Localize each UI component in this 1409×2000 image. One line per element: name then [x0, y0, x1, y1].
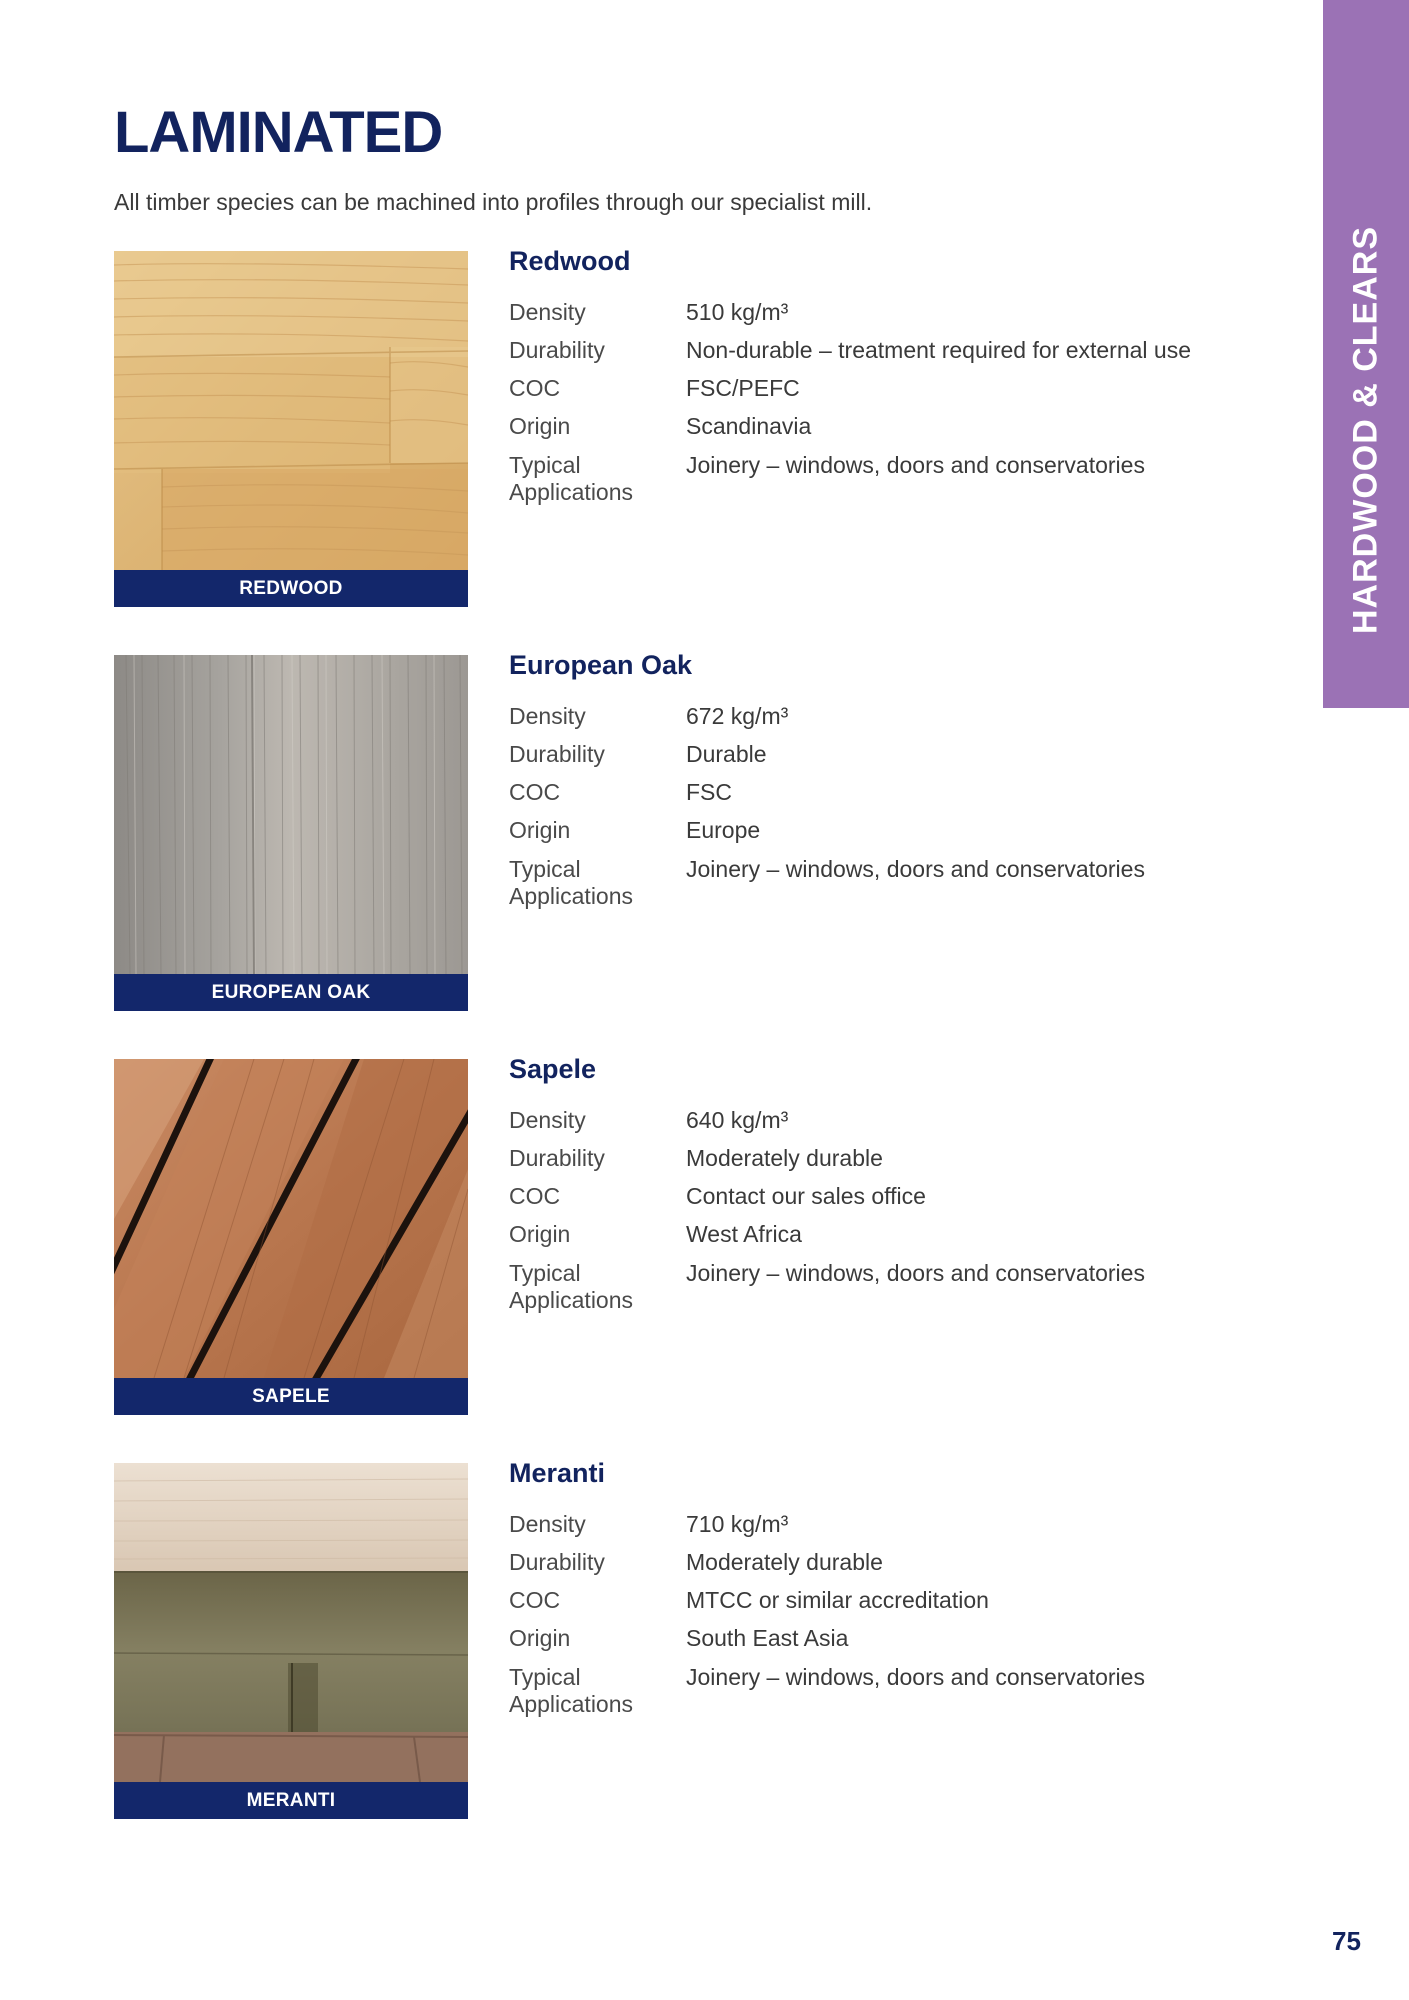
- spec-label: Density: [509, 299, 586, 325]
- spec-value: Scandinavia: [686, 413, 812, 439]
- meranti-photo: [114, 1463, 468, 1782]
- section-tab-label: HARDWOOD & CLEARS: [1346, 226, 1385, 634]
- page-title: LAMINATED: [114, 100, 443, 165]
- spec-label: COC: [509, 1587, 561, 1613]
- product-name: European Oak: [509, 650, 693, 680]
- meranti-texture: [114, 1463, 468, 1782]
- spec-value: Joinery – windows, doors and conservatories: [686, 1260, 1145, 1286]
- section-tab: [1323, 0, 1409, 708]
- spec-label: Durability: [509, 337, 605, 363]
- product-photo-frame: [114, 1059, 468, 1415]
- spec-label: Typical Applications: [509, 1664, 634, 1717]
- spec-label: Origin: [509, 1221, 571, 1247]
- product-photo-frame: [114, 655, 468, 1011]
- spec-value: West Africa: [686, 1221, 802, 1247]
- product-name: Redwood: [509, 246, 631, 276]
- sapele-texture: [114, 1059, 468, 1378]
- european-oak-texture: [114, 655, 468, 974]
- spec-value: South East Asia: [686, 1625, 849, 1651]
- spec-value: Joinery – windows, doors and conservatories: [686, 452, 1145, 478]
- spec-label: Durability: [509, 741, 605, 767]
- product-redwood: [114, 246, 1214, 607]
- photo-label: MERANTI: [114, 1782, 468, 1819]
- spec-value: Durable: [686, 741, 767, 767]
- photo-label: EUROPEAN OAK: [114, 974, 468, 1011]
- spec-value: Moderately durable: [686, 1549, 883, 1575]
- spec-value: Europe: [686, 817, 761, 843]
- product-photo-frame: [114, 251, 468, 607]
- sapele-photo: [114, 1059, 468, 1378]
- spec-value: Contact our sales office: [686, 1183, 926, 1209]
- page-subtitle: All timber species can be machined into profiles through our specialist mill.: [114, 189, 873, 215]
- spec-label: Typical Applications: [509, 856, 634, 909]
- spec-label: Density: [509, 1511, 586, 1537]
- spec-value: Joinery – windows, doors and conservatories: [686, 856, 1145, 882]
- spec-label: COC: [509, 1183, 561, 1209]
- spec-value: Joinery – windows, doors and conservatories: [686, 1664, 1145, 1690]
- redwood-texture: [114, 251, 468, 570]
- redwood-photo: [114, 251, 468, 570]
- spec-value: Non-durable – treatment required for external use: [686, 337, 1192, 363]
- product-european-oak: [114, 650, 1214, 1011]
- photo-label: SAPELE: [114, 1378, 468, 1415]
- spec-value: 510 kg/m³: [686, 299, 789, 325]
- spec-value: 710 kg/m³: [686, 1511, 789, 1537]
- product-name: Sapele: [509, 1054, 597, 1084]
- spec-label: COC: [509, 779, 561, 805]
- spec-value: 672 kg/m³: [686, 703, 789, 729]
- spec-label: Durability: [509, 1549, 605, 1575]
- product-photo-frame: [114, 1463, 468, 1819]
- spec-label: Origin: [509, 817, 571, 843]
- spec-label: Durability: [509, 1145, 605, 1171]
- page-number: 75: [1332, 1926, 1361, 1956]
- product-name: Meranti: [509, 1458, 606, 1488]
- spec-label: COC: [509, 375, 561, 401]
- european-oak-photo: [114, 655, 468, 974]
- spec-label: Density: [509, 1107, 586, 1133]
- spec-value: Moderately durable: [686, 1145, 883, 1171]
- spec-value: 640 kg/m³: [686, 1107, 789, 1133]
- product-sapele: [114, 1054, 1214, 1415]
- spec-label: Origin: [509, 413, 571, 439]
- spec-value: FSC/PEFC: [686, 375, 800, 401]
- spec-label: Typical Applications: [509, 1260, 634, 1313]
- spec-label: Typical Applications: [509, 452, 634, 505]
- spec-value: MTCC or similar accreditation: [686, 1587, 989, 1613]
- spec-label: Density: [509, 703, 586, 729]
- spec-label: Origin: [509, 1625, 571, 1651]
- photo-label: REDWOOD: [114, 570, 468, 607]
- product-meranti: [114, 1458, 1214, 1819]
- spec-value: FSC: [686, 779, 732, 805]
